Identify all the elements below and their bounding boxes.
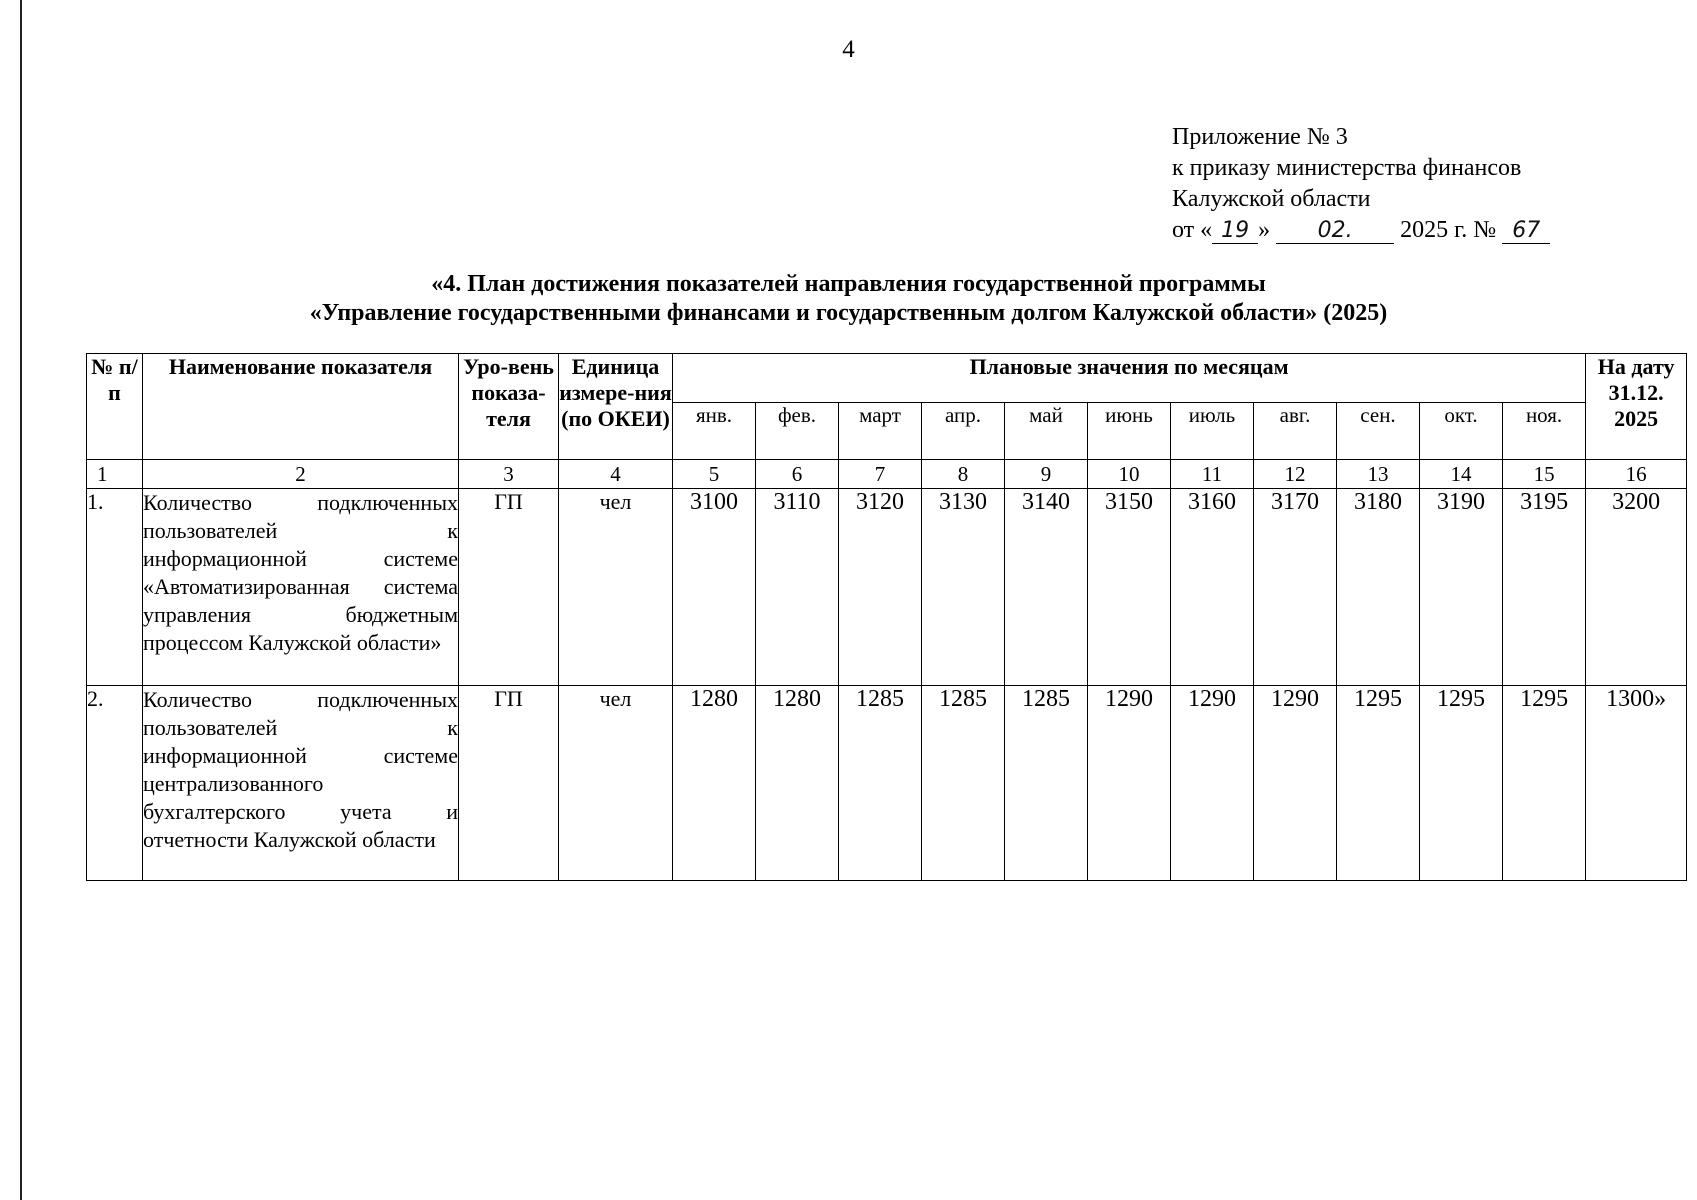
date-year: 2025 г. №	[1400, 217, 1497, 243]
column-number: 10	[1088, 460, 1171, 489]
indicator-level: ГП	[459, 489, 559, 686]
month-header: апр.	[922, 403, 1005, 460]
column-number: 2	[143, 460, 459, 489]
month-value: 3195	[1503, 489, 1586, 686]
date-mid: »	[1258, 217, 1271, 243]
header-num: № п/п	[87, 354, 143, 460]
header-unit: Единица измере-ния (по ОКЕИ)	[559, 354, 673, 460]
column-number: 3	[459, 460, 559, 489]
column-number: 4	[559, 460, 673, 489]
header-name: Наименование показателя	[143, 354, 459, 460]
month-value: 3110	[756, 489, 839, 686]
month-value: 1285	[839, 686, 922, 881]
month-value: 3100	[673, 489, 756, 686]
appendix-block	[1172, 122, 1550, 246]
month-value: 3150	[1088, 489, 1171, 686]
month-value: 1295	[1420, 686, 1503, 881]
appendix-region: Калужской области	[1172, 186, 1371, 212]
date-day-handwritten: 19	[1212, 219, 1258, 244]
header-level: Уро-вень показа-теля	[459, 354, 559, 460]
column-number: 6	[756, 460, 839, 489]
column-number: 12	[1254, 460, 1337, 489]
appendix-title: Приложение № 3	[1172, 124, 1348, 150]
column-number: 11	[1171, 460, 1254, 489]
column-number: 13	[1337, 460, 1420, 489]
row-number: 1.	[87, 489, 143, 686]
column-number: 5	[673, 460, 756, 489]
month-value: 1290	[1088, 686, 1171, 881]
column-number: 9	[1005, 460, 1088, 489]
month-value: 1295	[1503, 686, 1586, 881]
header-row	[87, 354, 1687, 403]
indicator-level: ГП	[459, 686, 559, 881]
order-number-handwritten: 67	[1502, 219, 1550, 244]
month-value: 3190	[1420, 489, 1503, 686]
month-header: янв.	[673, 403, 756, 460]
month-header: фев.	[756, 403, 839, 460]
month-header: июль	[1171, 403, 1254, 460]
month-header: ноя.	[1503, 403, 1586, 460]
document-title	[0, 270, 1697, 328]
final-value: 3200	[1586, 489, 1687, 686]
header-planned-values: Плановые значения по месяцам	[673, 354, 1586, 403]
title-line-2: «Управление государственными финансами и государственным долгом Калужской области» (2025)	[309, 300, 1388, 326]
table-row	[87, 686, 1687, 881]
indicator-unit: чел	[559, 489, 673, 686]
month-value: 3180	[1337, 489, 1420, 686]
column-number: 7	[839, 460, 922, 489]
month-header: авг.	[1254, 403, 1337, 460]
month-header: июнь	[1088, 403, 1171, 460]
month-header: окт.	[1420, 403, 1503, 460]
date-prefix: от «	[1172, 217, 1213, 243]
appendix-order-ref: к приказу министерства финансов	[1172, 155, 1522, 181]
month-value: 1285	[922, 686, 1005, 881]
column-numbers-row	[87, 460, 1687, 489]
month-value: 1295	[1337, 686, 1420, 881]
final-value: 1300»	[1586, 686, 1687, 881]
row-number: 2.	[87, 686, 143, 881]
column-number: 1	[87, 460, 143, 489]
month-header: май	[1005, 403, 1088, 460]
month-value: 1280	[673, 686, 756, 881]
month-value: 1280	[756, 686, 839, 881]
month-value: 1290	[1171, 686, 1254, 881]
appendix-date-line	[1172, 215, 1550, 246]
indicator-unit: чел	[559, 686, 673, 881]
month-header: сен.	[1337, 403, 1420, 460]
month-value: 3170	[1254, 489, 1337, 686]
scan-edge-line	[20, 0, 22, 1200]
indicator-name: Количество подключенных пользователей к информационной системе централизованного бухгалтерского учета и отчетности Калужской области	[143, 686, 459, 881]
month-value: 3130	[922, 489, 1005, 686]
month-value: 3160	[1171, 489, 1254, 686]
plan-table	[86, 353, 1687, 881]
month-value: 1290	[1254, 686, 1337, 881]
table-row	[87, 489, 1687, 686]
month-value: 3120	[839, 489, 922, 686]
column-number: 16	[1586, 460, 1687, 489]
month-header: март	[839, 403, 922, 460]
column-number: 15	[1503, 460, 1586, 489]
date-month-handwritten: 02.	[1276, 219, 1394, 244]
column-number: 14	[1420, 460, 1503, 489]
page-number: 4	[842, 36, 855, 63]
column-number: 8	[922, 460, 1005, 489]
month-value: 3140	[1005, 489, 1088, 686]
month-value: 1285	[1005, 686, 1088, 881]
indicator-name: Количество подключенных пользователей к информационной системе «Автоматизированная система управления бюджетным процессом Калужской области»	[143, 489, 459, 686]
header-final-date: На дату 31.12. 2025	[1586, 354, 1687, 460]
title-line-1: «4. План достижения показателей направления государственной программы	[431, 271, 1266, 297]
